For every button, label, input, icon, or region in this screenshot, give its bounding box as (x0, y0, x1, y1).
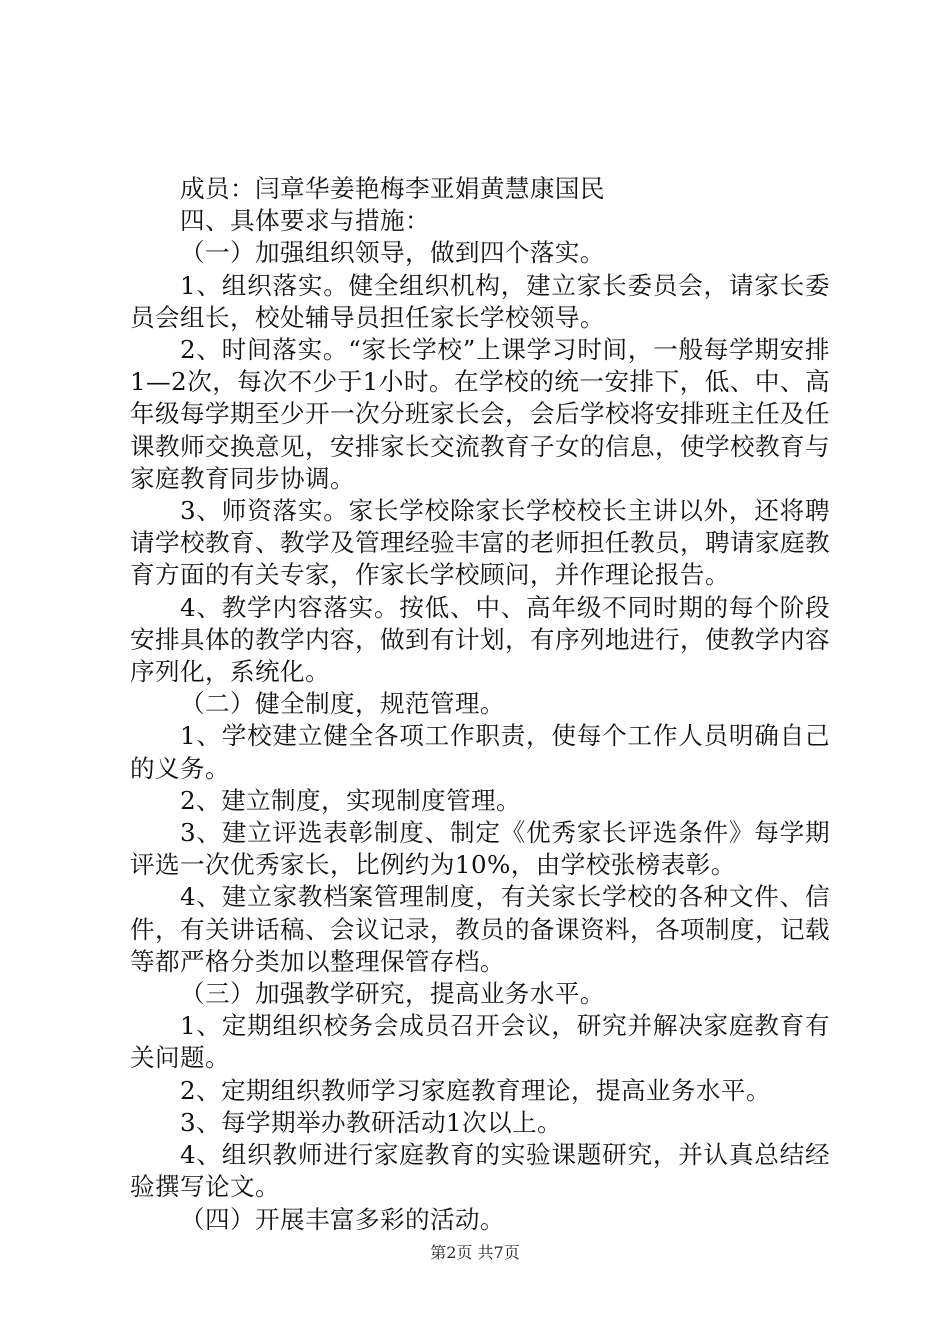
paragraph-archives: 4、建立家教档案管理制度，有关家长学校的各种文件、信件，有关讲话稿、会议记录，教员的备课资料，各项制度，记载等都严格分类加以整理保管存档。 (130, 882, 830, 976)
paragraph-experiments: 4、组织教师进行家庭教育的实验课题研究，并认真总结经验撰写论文。 (130, 1140, 830, 1202)
paragraph-organization: 1、组织落实。健全组织机构，建立家长委员会，请家长委员会组长，校处辅导员担任家长学校领导。 (130, 270, 830, 332)
page-number-footer: 第2页 共7页 (430, 1243, 520, 1262)
paragraph-rules: 2、建立制度，实现制度管理。 (180, 785, 521, 815)
paragraph-meetings: 1、定期组织校务会成员召开会议，研究并解决家庭教育有关问题。 (130, 1011, 830, 1073)
paragraph-activities-count: 3、每学期举办教研活动1次以上。 (180, 1107, 563, 1137)
section-heading-requirements: 四、具体要求与措施： (180, 206, 430, 236)
subheading-organization: （一）加强组织领导，做到四个落实。 (180, 238, 605, 268)
subheading-system: （二）健全制度，规范管理。 (180, 689, 505, 719)
paragraph-study: 2、定期组织教师学习家庭教育理论，提高业务水平。 (180, 1075, 771, 1105)
document-body (130, 173, 830, 1236)
paragraph-members: 成员：闫章华姜艳梅李亚娟黄慧康国民 (180, 174, 605, 203)
paragraph-awards: 3、建立评选表彰制度、制定《优秀家长评选条件》每学期评选一次优秀家长，比例约为10%，由学校张榜表彰。 (130, 818, 830, 880)
paragraph-duties: 1、学校建立健全各项工作职责，使每个工作人员明确自己的义务。 (130, 721, 830, 783)
paragraph-time: 2、时间落实。“家长学校”上课学习时间，一般每学期安排1—2次，每次不少于1小时。在学校的统一安排下，低、中、高年级每学期至少开一次分班家长会，会后学校将安排班主任及任课教师交换意见，安排家长交流教育子女的信息，使学校教育与家庭教育同步协调。 (130, 335, 830, 493)
paragraph-content: 4、教学内容落实。按低、中、高年级不同时期的每个阶段安排具体的教学内容，做到有计划，有序列地进行，使教学内容序列化，系统化。 (130, 592, 830, 687)
subheading-activities: （四）开展丰富多彩的活动。 (180, 1204, 505, 1234)
paragraph-teachers: 3、师资落实。家长学校除家长学校校长主讲以外，还将聘请学校教育、教学及管理经验丰富的老师担任教员，聘请家庭教育方面的有关专家，作家长学校顾问，并作理论报告。 (130, 496, 830, 590)
subheading-research: （三）加强教学研究，提高业务水平。 (180, 979, 605, 1009)
